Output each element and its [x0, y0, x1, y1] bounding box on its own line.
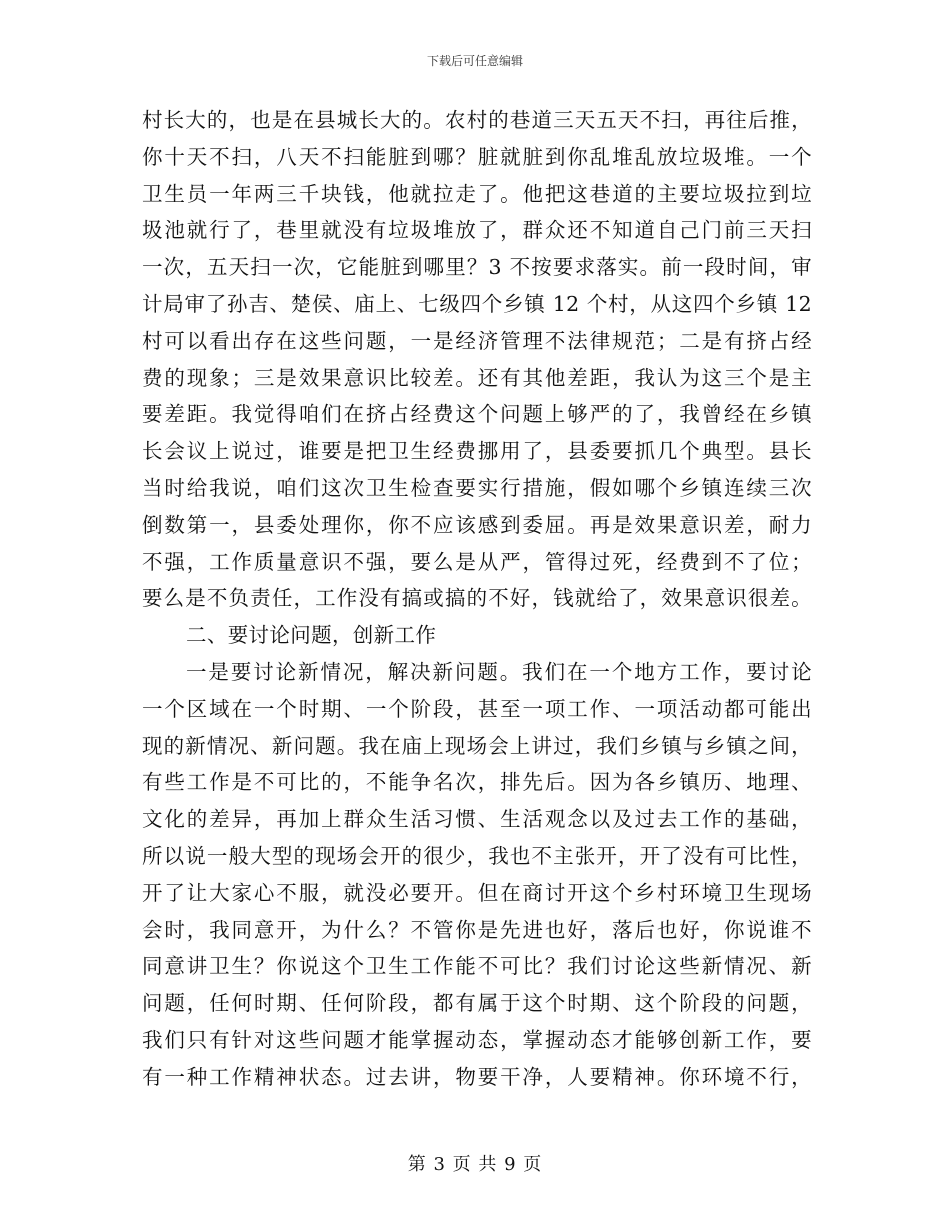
text-line: 当时给我说，咱们这次卫生检查要实行措施，假如哪个乡镇连续三次 — [142, 475, 812, 500]
text-line: 村长大的，也是在县城长大的。农村的巷道三天五天不扫，再往后推， — [142, 108, 812, 132]
text-line: 同意讲卫生？你说这个卫生工作能不可比？我们讨论这些新情况、新 — [142, 954, 812, 979]
text-line: 有些工作是不可比的，不能争名次，排先后。因为各乡镇历、地理、 — [142, 770, 812, 795]
text-line: 有一种工作精神状态。过去讲，物要干净，人要精神。你环境不行， — [142, 1064, 812, 1089]
text-line: 要么是不负责任，工作没有搞或搞的不好，钱就给了，效果意识很差。 — [142, 586, 812, 611]
text-line: 会时，我同意开，为什么？不管你是先进也好，落后也好，你说谁不 — [142, 917, 812, 942]
page-header: 下载后可任意编辑 — [426, 54, 523, 68]
text-line: 圾池就行了，巷里就没有垃圾堆放了，群众还不知道自己门前三天扫 — [142, 218, 812, 243]
text-line: 长会议上说过，谁要是把卫生经费挪用了，县委要抓几个典型。县长 — [142, 439, 812, 464]
text-line: 费的现象；三是效果意识比较差。还有其他差距，我认为这三个是主 — [142, 365, 812, 390]
text-line: 要差距。我觉得咱们在挤占经费这个问题上够严的了，我曾经在乡镇 — [142, 402, 812, 427]
text-line: 计局审了孙吉、楚侯、庙上、七级四个乡镇 12 个村，从这四个乡镇 12 — [142, 291, 812, 316]
document-body — [142, 102, 812, 1096]
text-line: 所以说一般大型的现场会开的很少，我也不主张开，开了没有可比性， — [142, 843, 812, 868]
text-line: 我们只有针对这些问题才能掌握动态，掌握动态才能够创新工作，要 — [142, 1027, 812, 1052]
text-line: 你十天不扫，八天不扫能脏到哪？脏就脏到你乱堆乱放垃圾堆。一个 — [142, 144, 812, 169]
text-line: 文化的差异，再加上群众生活习惯、生活观念以及过去工作的基础， — [142, 807, 812, 832]
text-line: 不强，工作质量意识不强，要么是从严，管得过死，经费到不了位； — [142, 549, 812, 574]
text-line: 开了让大家心不服，就没必要开。但在商讨开这个乡村环境卫生现场 — [142, 880, 812, 905]
text-line: 一次，五天扫一次，它能脏到哪里？3 不按要求落实。前一段时间，审 — [142, 255, 812, 280]
text-line: 一是要讨论新情况，解决新问题。我们在一个地方工作，要讨论 — [186, 659, 812, 684]
text-line: 村可以看出存在这些问题，一是经济管理不法律规范；二是有挤占经 — [142, 328, 812, 353]
page-footer: 第 3 页 共 9 页 — [407, 1154, 543, 1175]
text-line: 问题，任何时期、任何阶段，都有属于这个时期、这个阶段的问题， — [142, 991, 812, 1016]
text-line: 现的新情况、新问题。我在庙上现场会上讲过，我们乡镇与乡镇之间， — [142, 733, 812, 758]
text-line: 一个区域在一个时期、一个阶段，甚至一项工作、一项活动都可能出 — [142, 696, 812, 721]
section-heading: 二、要讨论问题，创新工作 — [186, 623, 437, 648]
text-line: 卫生员一年两三千块钱，他就拉走了。他把这巷道的主要垃圾拉到垃 — [142, 181, 812, 206]
text-line: 倒数第一，县委处理你，你不应该感到委屈。再是效果意识差，耐力 — [142, 512, 812, 537]
